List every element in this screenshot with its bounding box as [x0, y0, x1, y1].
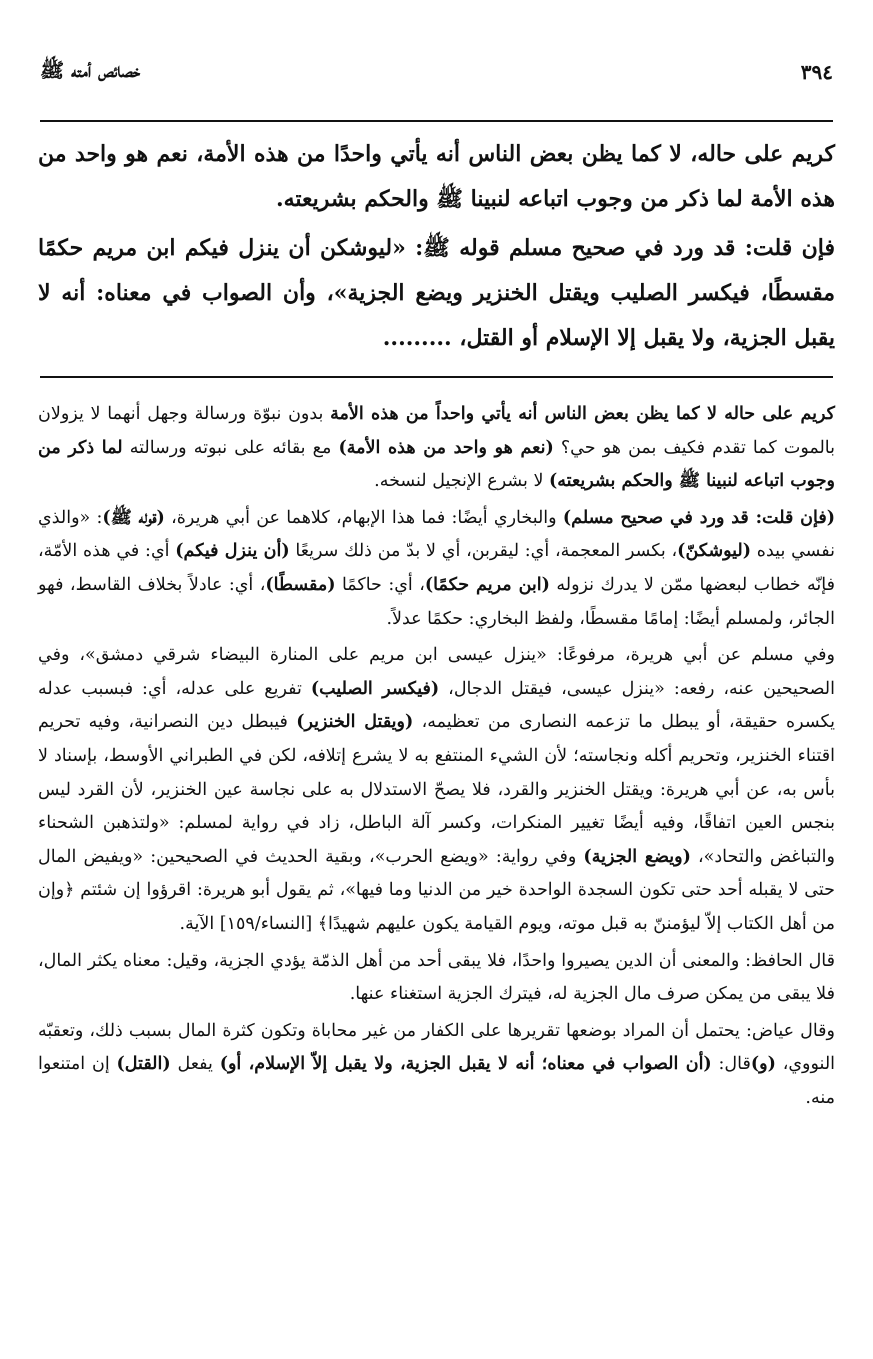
bold-quote-segment: (ويقتل الخنزير) [296, 712, 414, 733]
text-segment: أي: في هذه الأمّة، فإنّه خطاب لبعضها ممّن لا يدرك نزوله [38, 541, 836, 595]
text-segment: قال: [711, 1054, 751, 1075]
commentary-text [38, 398, 835, 1115]
text-segment: تفريع على عدله، أي: فبسبب عدله يكسره حقيقة، أو يبطل ما تزعمه النصارى من تعظيمه، [38, 678, 835, 733]
bold-quote-segment: (فيكسر الصليب) [310, 678, 440, 699]
text-segment: وفي مسلم عن أبي هريرة، مرفوعًا: «ينزل عيسى ابن مريم على المنارة البيضاء شرقي دمشق»، وفي الصحيحين عنه، رفعه: «ينزل عيسى، فيقتل الدجال، [38, 645, 835, 699]
main-text-paragraph-2: فإن قلت: قد ورد في صحيح مسلم قوله ﷺ: «ليوشكن أن ينزل فيكم ابن مريم حكمًا مقسطًا، فيكسر الصليب ويقتل الخنزير ويضع الجزية»، وأن الصواب في معناه: أنه لا يقبل الجزية، ولا يقبل إلا الإسلام أو القتل، ......... [38, 235, 835, 351]
bold-quote-segment: (ابن مريم حكمًا) [424, 574, 550, 595]
page-number: ٣٩٤ [800, 60, 833, 84]
commentary-paragraph-2 [38, 502, 835, 636]
top-rule [40, 120, 833, 122]
bold-quote-segment: لما ذكر من وجوب اتباعه لنبينا ﷺ والحكم بشريعته) [38, 437, 835, 492]
bold-quote-segment: (أن الصواب في معناه؛ أنه لا يقبل الجزية، ولا يقبل إلاّ الإسلام، أو) [219, 1054, 712, 1075]
divider-rule [40, 376, 833, 378]
bold-quote-segment: (ليوشكنّ) [677, 541, 752, 562]
page-header [40, 52, 833, 92]
bold-quote-segment: (فإن قلت: قد ورد في صحيح مسلم) [562, 507, 836, 528]
main-text-paragraph-1: كريم على حاله، لا كما يظن بعض الناس أنه يأتي واحدًا من هذه الأمة، نعم هو واحد من هذه الأمة لما ذكر من وجوب اتباعه لنبينا ﷺ والحكم بشريعته. [38, 141, 835, 212]
text-segment: قال الحافظ: والمعنى أن الدين يصيروا واحدًا، فلا يبقى أحد من أهل الذمّة يؤدي الجزية، وقيل: معناه يكثر المال، فلا يبقى من يمكن صرف مال الجزية له، فيترك الجزية استغناء عنها. [38, 950, 835, 1005]
text-segment: إن امتنعوا منه. [38, 1054, 835, 1108]
text-segment: بدون نبوّة ورسالة وجهل أنهما لا يزولان بالموت كما تقدم فكيف بمن هو حي؟ [38, 404, 836, 458]
main-text [38, 132, 835, 361]
bold-quote-segment: (مقسطًا) [265, 574, 336, 595]
text-segment: لا بشرع الإنجيل لنسخه. [374, 471, 549, 492]
bold-quote-segment: (أن ينزل فيكم) [175, 541, 290, 562]
running-title: خصائص أمته ﷺ [40, 57, 141, 82]
commentary-paragraph-4 [38, 945, 835, 1012]
text-segment: ، بكسر المعجمة، أي: ليقربن، أي لا بدّ من ذلك سريعًا [289, 541, 678, 562]
bold-quote-segment: كريم على حاله لا كما يظن بعض الناس أنه يأتي واحداً من هذه الأمة [330, 404, 835, 424]
text-segment: مع بقائه على نبوته ورسالته [122, 437, 339, 458]
bold-quote-segment: (نعم هو واحد من هذه الأمة) [338, 437, 554, 458]
text-segment: ، أي: حاكمًا [335, 574, 425, 595]
commentary-paragraph-3 [38, 639, 835, 941]
text-segment: فيبطل دين النصرانية، وفيه تحريم اقتناء الخنزير، وتحريم أكله ونجاسته؛ لأن الشيء المنتفع به لا يشرع إتلافه، لكن في الطبراني الأوسط، بإسناد لا بأس به، عن أبي هريرة: ويقتل الخنزير والقرد، فلا يصحّ الاستدلال به على نجاسة عين الخنزير، لأن القرد ليس بنجس العين اتفاقًا، وفيه أيضًا تغيير المنكرات، وكسر آلة الباطل، زاد في رواية لمسلم: «ولتذهبن الشحناء والتباغض والتحاد»، [38, 712, 835, 867]
bold-quote-segment: (و) [750, 1054, 776, 1075]
text-segment: والبخاري أيضًا: فما هذا الإبهام، كلاهما عن أبي هريرة، [164, 507, 563, 528]
bold-quote-segment: (قوله ﷺ) [102, 507, 165, 528]
text-segment: يفعل [170, 1054, 220, 1075]
commentary-paragraph-5 [38, 1015, 835, 1116]
bold-quote-segment: (القتل) [116, 1054, 171, 1075]
text-segment: وفي رواية: «ويضع الحرب»، وبقية الحديث في الصحيحين: «ويفيض المال حتى لا يقبله أحد حتى تكون السجدة الواحدة خير من الدنيا وما فيها»، ثم يقول أبو هريرة: اقرؤوا إن شئتم ﴿وإن من أهل الكتاب إلاّ ليؤمننّ به قبل موته، ويوم القيامة يكون عليهم شهيدًا﴾ [النساء/١٥٩] الآية. [38, 846, 835, 934]
text-segment: : «والذي نفسي بيده [38, 507, 835, 562]
bold-quote-segment: (ويضع الجزية) [583, 846, 691, 867]
text-segment: وقال عياض: يحتمل أن المراد بوضعها تقريرها على الكفار من غير محاباة وتكون كثرة المال بسبب ذلك، وتعقبّه النووي، [38, 1020, 836, 1075]
commentary-paragraph-1 [38, 398, 835, 499]
text-segment: ، أي: عادلاً بخلاف القاسط، فهو الجائر، ولمسلم أيضًا: إمامًا مقسطًا، ولفظ البخاري: حكمًا عدلاً. [38, 574, 835, 629]
